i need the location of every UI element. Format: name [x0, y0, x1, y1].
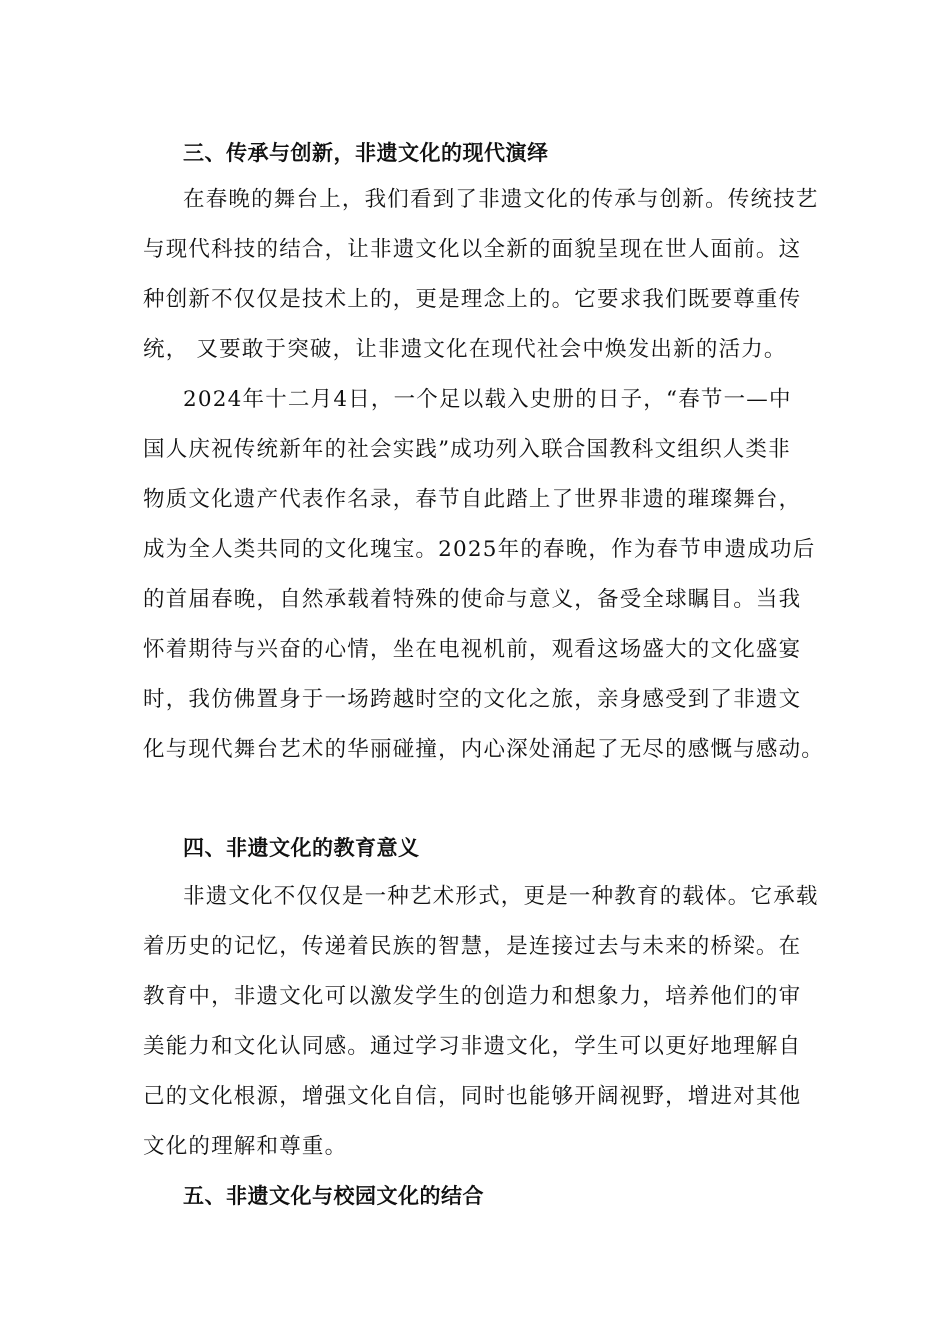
- paragraph-line: 化与现代舞台艺术的华丽碰撞，内心深处涌起了无尽的感慨与感动。: [143, 737, 825, 762]
- paragraph-line: 与现代科技的结合，让非遗文化以全新的面貌呈现在世人面前。这: [143, 237, 802, 262]
- paragraph-line: 己的文化根源，增强文化自信，同时也能够开阔视野，增进对其他: [143, 1084, 802, 1109]
- paragraph-line: 教育中，非遗文化可以激发学生的创造力和想象力，培养他们的审: [143, 984, 802, 1009]
- paragraph-line: 非遗文化不仅仅是一种艺术形式，更是一种教育的载体。它承载: [183, 884, 819, 909]
- paragraph-line: 的首届春晚，自然承载着特殊的使命与意义，备受全球瞩目。当我: [143, 587, 802, 612]
- paragraph-line: 物质文化遗产代表作名录，春节自此踏上了世界非遗的璀璨舞台，: [143, 487, 802, 512]
- paragraph-line: 着历史的记忆，传递着民族的智慧，是连接过去与未来的桥梁。在: [143, 934, 802, 959]
- paragraph-line: 时，我仿佛置身于一场跨越时空的文化之旅，亲身感受到了非遗文: [143, 687, 802, 712]
- paragraph-line: 国人庆祝传统新年的社会实践”成功列入联合国教科文组织人类非: [143, 437, 791, 462]
- paragraph-line: 成为全人类共同的文化瑰宝。2025年的春晚，作为春节申遗成功后: [143, 537, 816, 562]
- paragraph-line: 在春晚的舞台上，我们看到了非遗文化的传承与创新。传统技艺: [183, 187, 819, 212]
- paragraph-line: 怀着期待与兴奋的心情，坐在电视机前，观看这场盛大的文化盛宴: [143, 637, 802, 662]
- paragraph-line: 2024年十二月4日，一个足以载入史册的日子，“春节一—中: [183, 387, 792, 412]
- paragraph-line: 文化的理解和尊重。: [143, 1134, 348, 1159]
- paragraph-line: 种创新不仅仅是技术上的，更是理念上的。它要求我们既要尊重传: [143, 287, 802, 312]
- paragraph-line: 美能力和文化认同感。通过学习非遗文化，学生可以更好地理解自: [143, 1034, 802, 1059]
- section-heading: 五、非遗文化与校园文化的结合: [183, 1184, 484, 1208]
- section-heading: 四、非遗文化的教育意义: [183, 836, 420, 860]
- paragraph-line: 统， 又要敢于突破，让非遗文化在现代社会中焕发出新的活力。: [143, 337, 787, 362]
- section-heading: 三、传承与创新，非遗文化的现代演绎: [183, 141, 549, 165]
